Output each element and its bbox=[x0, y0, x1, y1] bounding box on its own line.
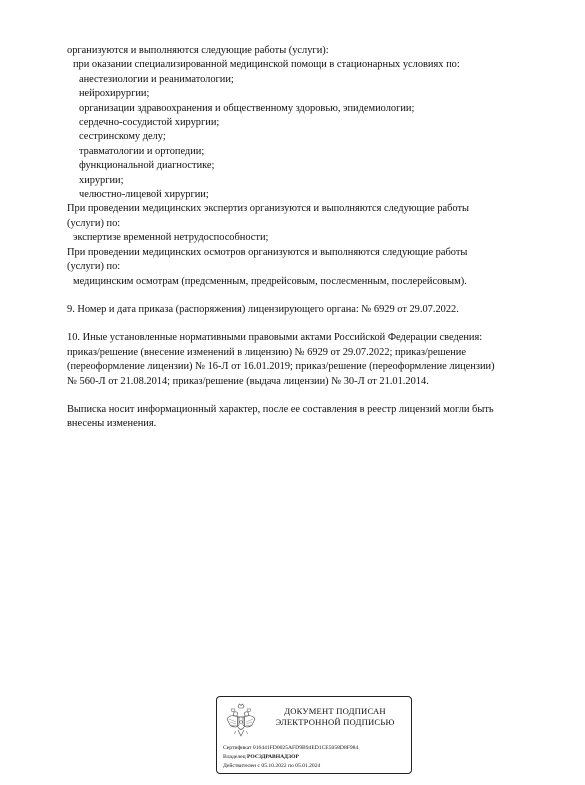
signature-title-line-1: ДОКУМЕНТ ПОДПИСАН bbox=[284, 706, 386, 716]
expertise-heading-line-2: (услуги) по: bbox=[67, 217, 121, 229]
certificate-value: 016441FD0025AFD9B94ED1CE5058D8F984 bbox=[252, 745, 359, 751]
document-body bbox=[67, 44, 567, 432]
item-9-order-number: 9. Номер и дата приказа (распоряжения) лицензирующего органа: № 6929 от 29.07.2022. bbox=[67, 303, 459, 315]
russian-coat-of-arms-icon bbox=[225, 703, 257, 739]
owner-label: Владелец bbox=[223, 754, 246, 760]
list-item: челюстно-лицевой хирургии; bbox=[79, 189, 209, 201]
certificate-row bbox=[223, 744, 409, 753]
subhead-inpatient-care: при оказании специализированной медицинской помощи в стационарных условиях по: bbox=[73, 59, 460, 71]
exams-item: медицинским осмотрам (предсменным, предрейсовым, послесменным, послерейсовым). bbox=[73, 275, 467, 287]
list-item: хирургии; bbox=[79, 174, 124, 186]
notice-line: Выписка носит информационный характер, после ее составления в реестр лицензий могли быть bbox=[67, 403, 494, 415]
list-item: травматологии и ортопедии; bbox=[79, 145, 205, 157]
owner-row bbox=[223, 753, 409, 762]
informational-notice bbox=[67, 403, 567, 432]
certificate-label: Сертификат bbox=[223, 745, 252, 751]
specialties-list bbox=[67, 73, 567, 203]
expertise-item: экспертизе временной нетрудоспособности; bbox=[73, 232, 269, 244]
list-item: организации здравоохранения и общественному здоровью, эпидемиологии; bbox=[79, 102, 415, 114]
validity-row: Действителен с 05.10.2022 по 05.01.2024 bbox=[223, 763, 321, 769]
signature-title bbox=[261, 706, 409, 727]
list-item: нейрохирургии; bbox=[79, 88, 150, 100]
item-10-line: № 560-Л от 21.08.2014; приказ/решение (выдача лицензии) № 30-Л от 21.01.2014. bbox=[67, 375, 429, 387]
signature-details bbox=[223, 744, 409, 771]
intro-line: организуются и выполняются следующие работы (услуги): bbox=[67, 45, 329, 56]
item-10-line: 10. Иные установленные нормативными правовыми актами Российской Федерации сведения: bbox=[67, 332, 483, 344]
list-item: анестезиологии и реаниматологии; bbox=[79, 73, 234, 85]
list-item: сестринскому делу; bbox=[79, 131, 166, 143]
list-item: функциональной диагностике; bbox=[79, 160, 215, 172]
item-10-line: (переоформление лицензии) № 16-Л от 16.01.2019; приказ/решение (переоформление лицензии) bbox=[67, 361, 495, 373]
notice-line: внесены изменения. bbox=[67, 418, 157, 430]
owner-value: РОСЗДРАВНАДЗОР bbox=[247, 754, 299, 760]
exams-heading-line-1: При проведении медицинских осмотров организуются и выполняются следующие работы bbox=[67, 246, 468, 258]
exams-heading-line-2: (услуги) по: bbox=[67, 261, 121, 273]
item-10-line: приказ/решение (внесение изменений в лицензию) № 6929 от 29.07.2022; приказ/решение bbox=[67, 346, 466, 358]
electronic-signature-stamp bbox=[216, 696, 412, 774]
signature-title-line-2: ЭЛЕКТРОННОЙ ПОДПИСЬЮ bbox=[275, 716, 395, 727]
list-item: сердечно-сосудистой хирургии; bbox=[79, 117, 220, 129]
expertise-heading-line-1: При проведении медицинских экспертиз организуются и выполняются следующие работы bbox=[67, 203, 469, 215]
item-10-other-info bbox=[67, 331, 567, 389]
